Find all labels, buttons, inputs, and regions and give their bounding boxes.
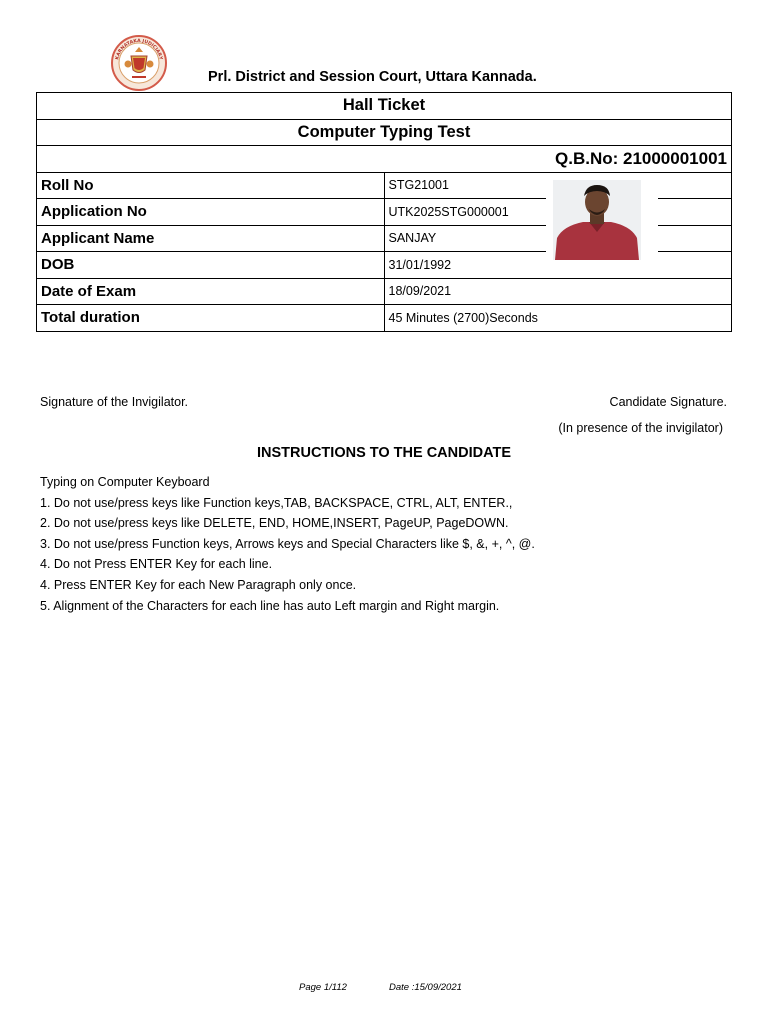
subtitle-row — [37, 119, 732, 146]
footer-date: Date :15/09/2021 — [389, 982, 462, 993]
total-duration-value: 45 Minutes (2700)Seconds — [384, 305, 732, 332]
roll-no-label: Roll No — [37, 172, 385, 199]
list-item: 4. Do not Press ENTER Key for each line. — [40, 557, 273, 572]
application-no-value: UTK2025STG000001 — [384, 199, 732, 226]
ticket-subtitle: Computer Typing Test — [37, 119, 732, 146]
list-item: 2. Do not use/press keys like DELETE, END, HOME,INSERT, PageUP, PageDOWN. — [40, 516, 509, 531]
list-item: Typing on Computer Keyboard — [40, 475, 210, 489]
svg-text:KARNATAKA JUDICIARY: KARNATAKA JUDICIARY — [115, 38, 163, 61]
karnataka-judiciary-emblem — [108, 34, 170, 92]
exam-date-label: Date of Exam — [37, 278, 385, 305]
title-row — [37, 93, 732, 120]
dob-value: 31/01/1992 — [384, 252, 732, 279]
applicant-name-label: Applicant Name — [37, 225, 385, 252]
page-number: Page 1/112 — [299, 982, 347, 993]
roll-no-value: STG21001 — [384, 172, 732, 199]
table-row — [37, 278, 732, 305]
instructions-title: INSTRUCTIONS TO THE CANDIDATE — [256, 445, 512, 461]
applicant-name-value: SANJAY — [384, 225, 732, 252]
exam-date-value: 18/09/2021 — [384, 278, 732, 305]
court-name: Prl. District and Session Court, Uttara Kannada. — [208, 69, 537, 85]
dob-label: DOB — [37, 252, 385, 279]
instructions-list — [40, 472, 535, 616]
candidate-photo — [553, 180, 641, 260]
total-duration-label: Total duration — [37, 305, 385, 332]
ticket-title: Hall Ticket — [37, 93, 732, 120]
table-row — [37, 305, 732, 332]
list-item: 3. Do not use/press Function keys, Arrows keys and Special Characters like $, &, +, ^, @. — [40, 536, 535, 551]
list-item: 5. Alignment of the Characters for each line has auto Left margin and Right margin. — [40, 598, 500, 613]
candidate-signature-label: Candidate Signature. — [609, 395, 727, 409]
list-item: 4. Press ENTER Key for each New Paragraph only once. — [40, 577, 357, 592]
application-no-label: Application No — [37, 199, 385, 226]
list-item: 1. Do not use/press keys like Function keys,TAB, BACKSPACE, CTRL, ALT, ENTER., — [40, 495, 513, 510]
question-booklet-number: Q.B.No: 21000001001 — [37, 146, 732, 173]
invigilator-signature-label: Signature of the Invigilator. — [40, 395, 189, 409]
qb-row — [37, 146, 732, 173]
candidate-signature-note: (In presence of the invigilator) — [558, 421, 723, 435]
